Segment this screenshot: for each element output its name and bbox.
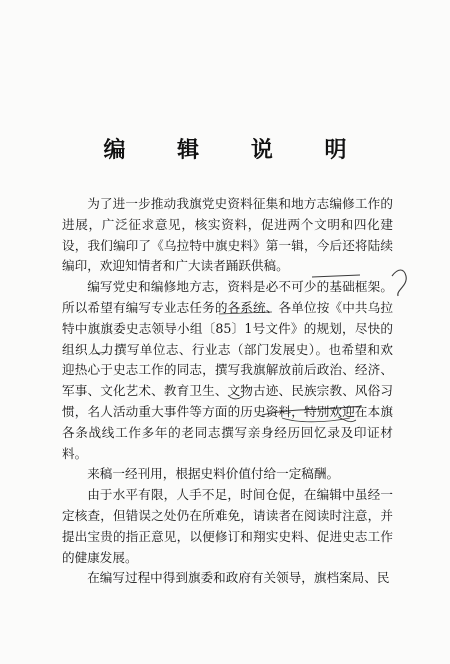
paragraph-intro: 为了进一步推动我旗党史资料征集和地方志编修工作的进展，广泛征求意见，核实资料，促进两个文明和四化建设，我们编印了《乌拉特中旗史料》第一辑，今后还将陆续编印，欢迎知情者和广大读者踊跃供稿。 xyxy=(62,196,393,274)
page-title: 编 辑 说 明 xyxy=(103,138,369,163)
paragraph-remuneration: 来稿一经刊用，根据史料价值付给一定稿酬。 xyxy=(87,466,340,482)
paragraph-call-for-materials: 编写党史和编修地方志，资料是必不可少的基础框架。所以希望有编写专业志任务的各系统、各单位按《中共乌拉特中旗旗委史志领导小组〔85〕1号文件》的规划，尽快的组织人力撰写单位志、行业志（部门发展史）。也希望和欢迎热心于史志工作的同志，撰写我旗解放前后政治、经济、军事、文化艺术、教育卫生、文物古迹、民族宗教、风俗习惯，名人活动重大事件等方面的历史资料，特别欢迎在本旗各条战线工作多年的老同志撰写亲身经历回忆录及印证材料。 xyxy=(62,279,393,461)
paragraph-errata-notice: 由于水平有限，人手不足，时间仓促，在编辑中虽经一定核查，但错误之处仍在所难免，请读者在阅读时注意，并提出宝贵的指正意见，以便修订和翔实史料、促进史志工作的健康发展。 xyxy=(62,487,393,565)
body-text xyxy=(62,194,393,589)
paragraph-acknowledgements: 在编写过程中得到旗委和政府有关领导，旗档案局、民 xyxy=(87,570,390,586)
